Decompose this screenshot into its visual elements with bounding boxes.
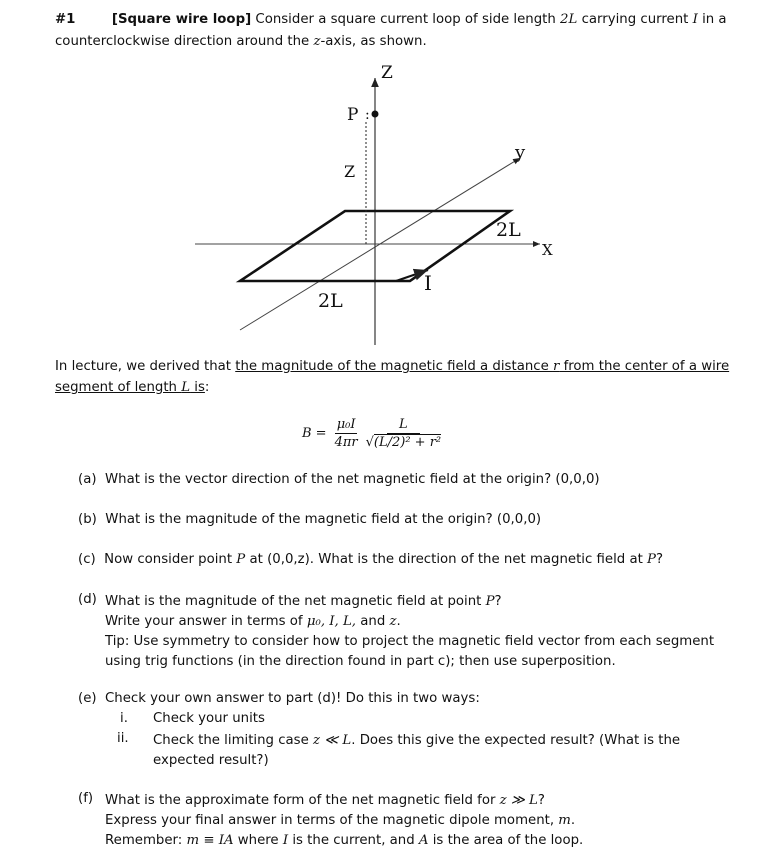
- lecture-underlined: the magnitude of the magnetic field a distance r from the center of a wire: [235, 359, 730, 374]
- side-label-left: 2L: [318, 290, 343, 312]
- lecture-text: In lecture, we derived that: [55, 359, 236, 374]
- part-d-tip-cont: using trig functions (in the direction found in part c); then use superposition.: [105, 654, 616, 669]
- part-f-label: (f): [78, 791, 94, 806]
- part-b: (b) What is the magnitude of the magnetic field at the origin? (0,0,0): [78, 512, 542, 527]
- part-e-ii-label: ii.: [117, 731, 129, 746]
- part-d-tip: Tip: Use symmetry to consider how to project the magnetic field vector from each segment: [105, 634, 715, 649]
- formula-lhs: B =: [302, 426, 327, 441]
- y-axis-label: y: [515, 142, 526, 163]
- part-label: (b): [78, 512, 97, 527]
- x-axis-label: X: [542, 241, 553, 259]
- lecture-line1: [55, 359, 729, 374]
- part-e-ii-text: Check the limiting case z ≪ L. Does this give the expected result? (What is the expected result?): [153, 733, 681, 768]
- z-axis-label: Z: [381, 63, 393, 83]
- intro-text: Consider a square current loop of side length: [255, 12, 561, 27]
- lecture-r: r: [552, 359, 560, 374]
- problem-number: #1: [55, 12, 76, 27]
- side-label-right: 2L: [496, 219, 521, 241]
- intro-text: in a: [697, 12, 727, 27]
- intro-text: carrying current: [577, 12, 693, 27]
- part-e-line1: Check your own answer to part (d)! Do this in two ways:: [105, 691, 480, 706]
- lecture-line2: segment of length L is:: [55, 380, 210, 395]
- current-label: I: [424, 271, 432, 295]
- part-d-label: (d): [78, 592, 97, 607]
- intro-side-length: 2L: [560, 12, 578, 27]
- field-formula: [302, 417, 443, 450]
- square-loop-diagram: [0, 0, 765, 350]
- p-label: P: [347, 105, 359, 125]
- formula-fraction-2: $\frac{L}{\text{√(L/2)² + r²}}$: [365, 417, 442, 450]
- part-a: (a) What is the vector direction of the net magnetic field at the origin? (0,0,0): [78, 472, 600, 487]
- part-e-label: (e): [78, 691, 97, 706]
- formula-fraction-1: $\frac{\text{μ₀I}}{4\pi r}$: [334, 417, 358, 450]
- lecture-L: L: [181, 380, 191, 395]
- z-distance-label: Z: [344, 162, 356, 181]
- part-label: (a): [78, 472, 97, 487]
- problem-title: [Square wire loop]: [111, 12, 252, 27]
- p-colon: :: [365, 107, 370, 123]
- part-d: What is the magnitude of the net magnetic field at point P? Write your answer in terms of μ₀, I, L, and z. Tip: Use symmetry to consider how to project the magnetic field vector from each segment using trig functions (in the direction found in part c); then use superposition.: [105, 592, 714, 672]
- part-c: (c) Now consider point P at (0,0,z). What is the direction of the net magnetic field at P?: [78, 552, 664, 567]
- point-p: [372, 111, 379, 118]
- lecture-underlined: segment of length: [55, 380, 182, 395]
- intro-axis: z: [313, 34, 321, 49]
- intro-text: -axis, as shown.: [320, 34, 427, 49]
- part-e-i-label: i.: [120, 711, 128, 726]
- part-label: (c): [78, 552, 96, 567]
- part-e-i-text: Check your units: [153, 711, 265, 726]
- intro-text: counterclockwise direction around the: [55, 34, 314, 49]
- intro-current: I: [692, 12, 698, 27]
- part-f: What is the approximate form of the net magnetic field for z ≫ L? Express your final answer in terms of the magnetic dipole moment, m. Remember: m ≡ IA where I is the current, and A is the area of the loop.: [105, 793, 584, 848]
